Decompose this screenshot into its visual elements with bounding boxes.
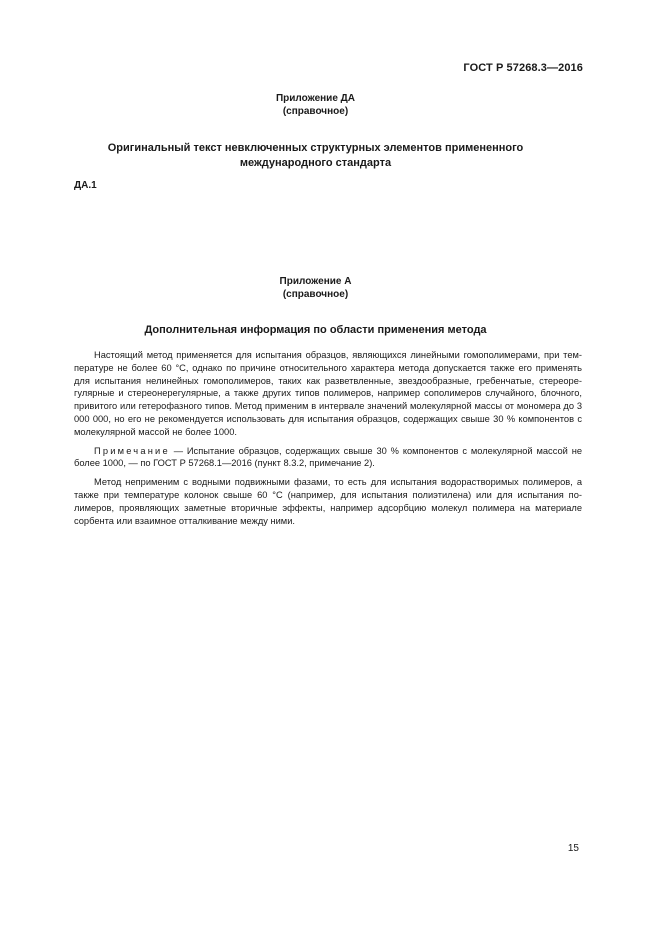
appendix-da-title: Приложение ДА <box>275 93 356 104</box>
appendix-a-subtitle: (справочное) <box>282 289 349 300</box>
appendix-da-heading-line2: международного стандарта <box>239 157 392 169</box>
appendix-a-title: Приложение А <box>279 276 352 287</box>
note-paragraph <box>74 445 582 471</box>
note-text: — Испытание образцов, содержащих свыше 30 % компонентов с молекулярной массой не более 1000, — по ГОСТ Р 57268.1—2016 (пункт 8.3.2, примечание 2). <box>74 445 582 469</box>
standard-code-header: ГОСТ Р 57268.3—2016 <box>463 62 583 74</box>
appendix-a-heading <box>0 275 631 301</box>
paragraph-limitations: Метод неприменим с водными подвижными фазами, то есть для испытания водорастворимых полимеров, а также при температуре колонок свыше 60 °С (например, для испытания полиэтилена) или для испытания по-лимеров, проявляющих заметные вторичные эффекты, например адсорбцию молекул полимера на материале сорбента или взаимное отталкивание между ними. <box>74 477 582 526</box>
clause-da1: ДА.1 <box>74 180 97 191</box>
note-label: Примечание <box>94 445 170 456</box>
appendix-a-body <box>74 349 582 527</box>
appendix-da-heading-line1: Оригинальный текст невключенных структурных элементов примененного <box>107 142 524 154</box>
appendix-da-section-title <box>0 141 631 171</box>
appendix-da-subtitle: (справочное) <box>282 106 349 117</box>
appendix-da-heading <box>0 92 631 118</box>
page-number: 15 <box>567 843 579 854</box>
appendix-a-section-title: Дополнительная информация по области применения метода <box>144 324 487 336</box>
paragraph-scope: Настоящий метод применяется для испытания образцов, являющихся линейными гомополимерами, при тем-пературе не более 60 °С, однако по причине относительного характера метода допускается также его применять для испытания нелинейных гомополимеров, таких как разветвленные, звездообразные, гребенчатые, стереоре-гулярные и стереонерегулярные, а также других типов полимеров, например сополимеров случайного, блочного, привитого или гетерофазного типов. Метод применим в интервале значений молекулярной массы от мономера до 3 000 000, но его не рекомендуется использовать для испытания образцов, содержащих свыше 30 % компонентов с молекулярной массой не более 1000. <box>74 350 582 437</box>
